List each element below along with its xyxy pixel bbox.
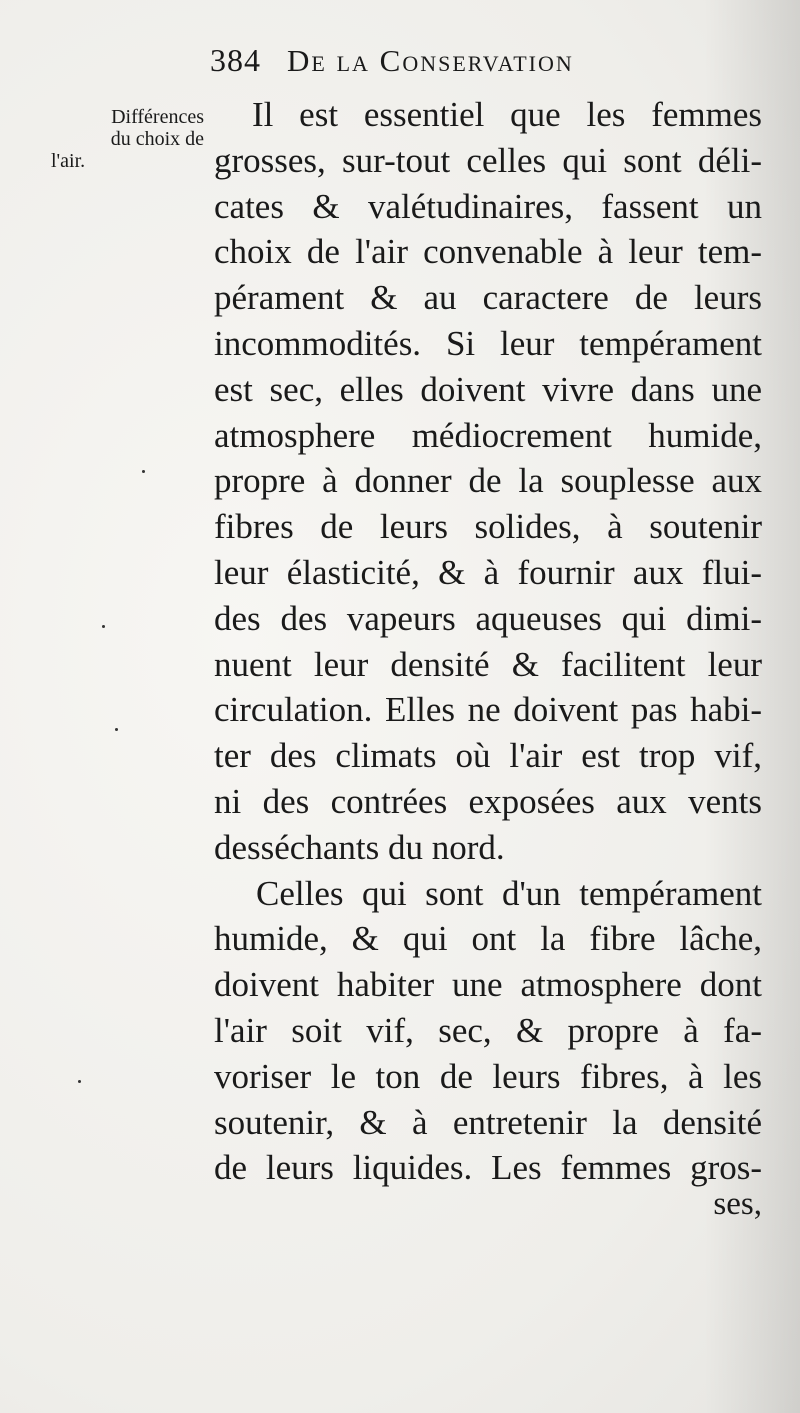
paper-speck [115, 728, 118, 731]
text-line: cates & valétudinaires, fassent un [214, 186, 762, 226]
text-line: voriser le ton de leurs fibres, à les [214, 1056, 762, 1096]
text-line: leur élasticité, & à fournir aux flui- [214, 552, 762, 592]
margin-note [46, 106, 204, 172]
text-line: Il est essentiel que les femmes [252, 95, 762, 134]
margin-note-line: du choix de [110, 128, 204, 150]
running-title: De la Conservation [287, 43, 574, 78]
text-line: fibres de leurs solides, à soutenir [214, 507, 762, 547]
text-line: desséchants du nord. [214, 827, 505, 867]
text-line: humide, & qui ont la fibre lâche, [214, 919, 762, 959]
text-line: doivent habiter une atmosphere dont [214, 965, 762, 1005]
text-line: ni des contrées exposées aux vents [214, 781, 762, 821]
text-line: grosses, sur-tout celles qui sont déli- [214, 140, 762, 180]
running-head [210, 42, 770, 90]
text-line: des des vapeurs aqueuses qui dimi- [214, 598, 762, 638]
text-line: soutenir, & à entretenir la densité [214, 1102, 762, 1142]
text-line: l'air soit vif, sec, & propre à fa- [214, 1010, 762, 1050]
page-number: 384 [210, 42, 261, 78]
text-line: ter des climats où l'air est trop vif, [214, 736, 762, 776]
paper-speck [78, 1080, 81, 1083]
text-line: pérament & au caractere de leurs [214, 278, 762, 318]
text-line: est sec, elles doivent vivre dans une [214, 369, 762, 409]
text-line: incommodités. Si leur tempérament [214, 323, 762, 363]
margin-note-line: Différences [111, 106, 204, 128]
text-line: propre à donner de la souplesse aux [214, 461, 762, 501]
margin-note-line: l'air. [51, 150, 86, 172]
text-line: atmosphere médiocrement humide, [214, 415, 762, 455]
paper-speck [142, 470, 145, 473]
text-line: nuent leur densité & facilitent leur [214, 644, 762, 684]
paper-speck [102, 625, 105, 628]
body-text [214, 92, 762, 1191]
catchword: ses, [713, 1186, 762, 1222]
text-line: choix de l'air convenable à leur tem- [214, 232, 762, 272]
text-line: circulation. Elles ne doivent pas habi- [214, 690, 762, 730]
text-line: de leurs liquides. Les femmes gros- [214, 1148, 762, 1188]
text-line: Celles qui sont d'un tempérament [256, 873, 762, 913]
